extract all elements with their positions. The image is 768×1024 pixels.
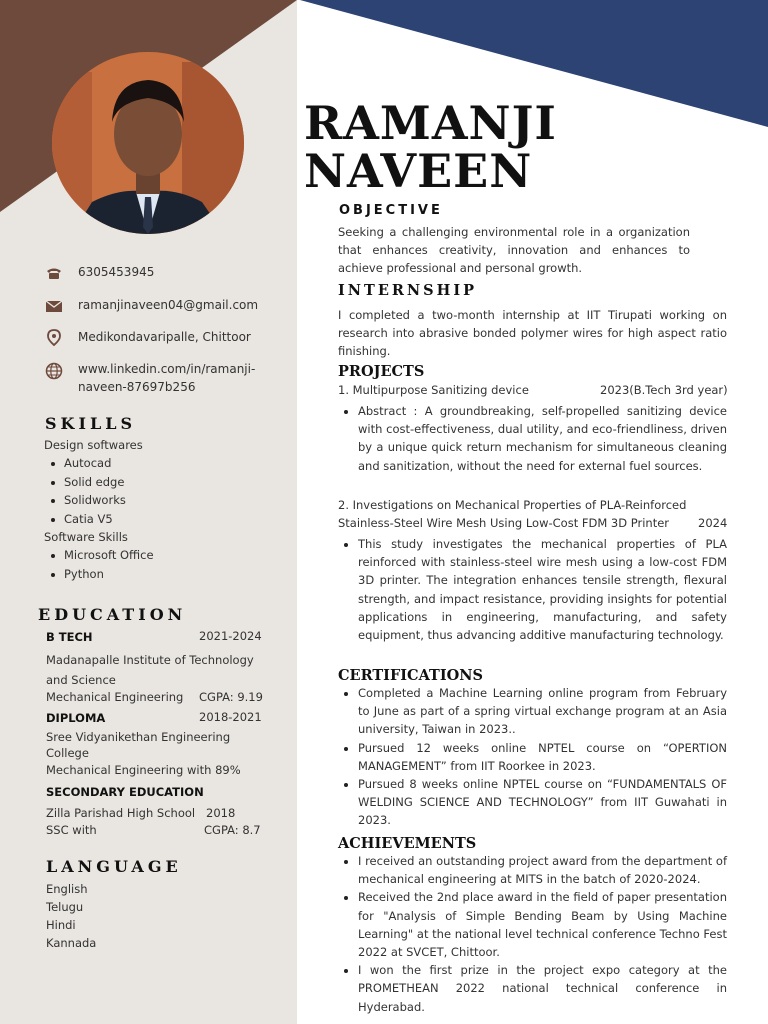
project-1-date: 2023(B.Tech 3rd year) xyxy=(600,383,728,397)
certifications-heading: CERTIFICATIONS xyxy=(338,667,483,684)
secondary-label: SSC with xyxy=(46,823,97,837)
achievements-list xyxy=(338,852,727,1016)
list-item: I won the first prize in the project expo category at the PROMETHEAN 2022 national technical conference in Hyderabad. xyxy=(338,961,727,1016)
list-item: Hindi xyxy=(46,918,76,932)
diploma-school-line-1: Sree Vidyanikethan Engineering xyxy=(46,730,231,744)
objective-text: Seeking a challenging environmental role in a organization that enhances creativity, innovation and enhances to achieve professional and personal growth. xyxy=(338,225,690,275)
projects-heading: PROJECTS xyxy=(338,363,425,380)
btech-years: 2021-2024 xyxy=(199,629,262,643)
skills-group-software: Software Skills xyxy=(44,530,128,544)
list-item: This study investigates the mechanical properties of PLA reinforced with stainless-steel wire mesh using a low-cost FDM 3D printer. The integration enhances tensile strength, flexural strength, and impact resistance, providing insights for potential applications in engineering, manufacturing, and safety equipment, thus advancing additive manufacturing technology. xyxy=(338,535,727,644)
internship-heading: INTERNSHIP xyxy=(338,282,478,299)
address-text: Medikondavaripalle, Chittoor xyxy=(78,330,251,344)
project-2-date: 2024 xyxy=(698,516,728,530)
list-item: I received an outstanding project award from the department of mechanical engineering at MITS in the batch of 2020-2024. xyxy=(338,852,727,888)
phone-text: 6305453945 xyxy=(78,265,155,279)
language-heading: LANGUAGE xyxy=(46,857,182,876)
list-item: Abstract : A groundbreaking, self-propelled sanitizing device with cost-effectiveness, dual utility, and eco-friendliness, driven by a unique quick return mechanism for simultaneous cleaning and sanitization, without the need for external fuel sources. xyxy=(338,402,727,475)
list-item: Telugu xyxy=(46,900,84,914)
btech-branch: Mechanical Engineering xyxy=(46,690,184,704)
list-item: English xyxy=(46,882,88,896)
email-icon xyxy=(45,297,63,315)
list-item: Pursued 8 weeks online NPTEL course on “FUNDAMENTALS OF WELDING SCIENCE AND TECHNOLOGY” from IIT Guwahati in 2023. xyxy=(338,775,727,830)
globe-icon xyxy=(45,362,63,380)
list-item: Pursued 12 weeks online NPTEL course on “OPERTION MANAGEMENT” from IIT Roorkee in 2023. xyxy=(338,739,727,775)
list-item: Kannada xyxy=(46,936,97,950)
language-list xyxy=(46,880,96,952)
linkedin-link[interactable] xyxy=(78,360,255,396)
diploma-school-line-2: College xyxy=(46,746,89,760)
btech-school-line-1: Madanapalle Institute of Technology xyxy=(46,653,254,667)
diploma-degree: DIPLOMA xyxy=(46,711,106,725)
linkedin-line-1[interactable]: www.linkedin.com/in/ramanji- xyxy=(78,362,256,376)
name-first: RAMANJI xyxy=(304,96,557,150)
project-2-title-line-2: Stainless-Steel Wire Mesh Using Low-Cost FDM 3D Printer xyxy=(338,516,670,530)
email-link[interactable]: ramanjinaveen04@gmail.com xyxy=(78,298,259,312)
btech-degree: B TECH xyxy=(46,630,93,644)
diploma-school xyxy=(46,729,230,761)
list-item: Python xyxy=(44,565,284,584)
education-heading: EDUCATION xyxy=(38,605,187,624)
btech-score: CGPA: 9.19 xyxy=(199,690,263,704)
list-item: Autocad xyxy=(44,454,284,473)
btech-school xyxy=(46,650,254,690)
project-2-title xyxy=(338,496,686,514)
internship-text: I completed a two-month internship at IIT Tirupati working on research into abrasive bonded polymer wires for high aspect ratio finishing. xyxy=(338,308,727,358)
profile-photo xyxy=(52,52,244,234)
location-icon xyxy=(45,329,63,347)
secondary-degree: SECONDARY EDUCATION xyxy=(46,785,204,799)
secondary-score: CGPA: 8.7 xyxy=(204,823,261,837)
list-item: Solid edge xyxy=(44,473,284,492)
list-item: Completed a Machine Learning online program from February to June as part of a spring virtual exchange program at an Asia university, Taiwan in 2023.. xyxy=(338,684,727,739)
skills-section xyxy=(44,436,284,583)
name-last: NAVEEN xyxy=(304,144,533,198)
list-item: Catia V5 xyxy=(44,510,284,529)
certifications-list xyxy=(338,684,727,830)
project-2-list xyxy=(338,535,727,644)
linkedin-line-2[interactable]: naveen-87697b256 xyxy=(78,380,196,394)
achievements-heading: ACHIEVEMENTS xyxy=(338,835,477,852)
skills-group-design: Design softwares xyxy=(44,438,143,452)
objective-heading: OBJECTIVE xyxy=(339,203,443,218)
secondary-school: Zilla Parishad High School xyxy=(46,806,196,820)
diploma-branch: Mechanical Engineering with 89% xyxy=(46,763,241,777)
project-1-title: 1. Multipurpose Sanitizing device xyxy=(338,383,529,397)
design-skill-list xyxy=(44,454,284,528)
secondary-year: 2018 xyxy=(206,806,236,820)
skills-heading: SKILLS xyxy=(45,414,136,433)
software-skill-list xyxy=(44,546,284,583)
btech-school-line-2: and Science xyxy=(46,673,116,687)
phone-icon xyxy=(45,264,63,282)
list-item: Microsoft Office xyxy=(44,546,284,565)
list-item: Solidworks xyxy=(44,491,284,510)
list-item: Received the 2nd place award in the field of paper presentation for "Analysis of Simple Bending Beam by Using Machine Learning" at the national level technical conference Techno Fest 2022 at SVCET, Chittoor. xyxy=(338,888,727,961)
project-1-list xyxy=(338,402,727,475)
diploma-years: 2018-2021 xyxy=(199,710,262,724)
project-2-title-line-1: 2. Investigations on Mechanical Properties of PLA-Reinforced xyxy=(338,498,687,512)
